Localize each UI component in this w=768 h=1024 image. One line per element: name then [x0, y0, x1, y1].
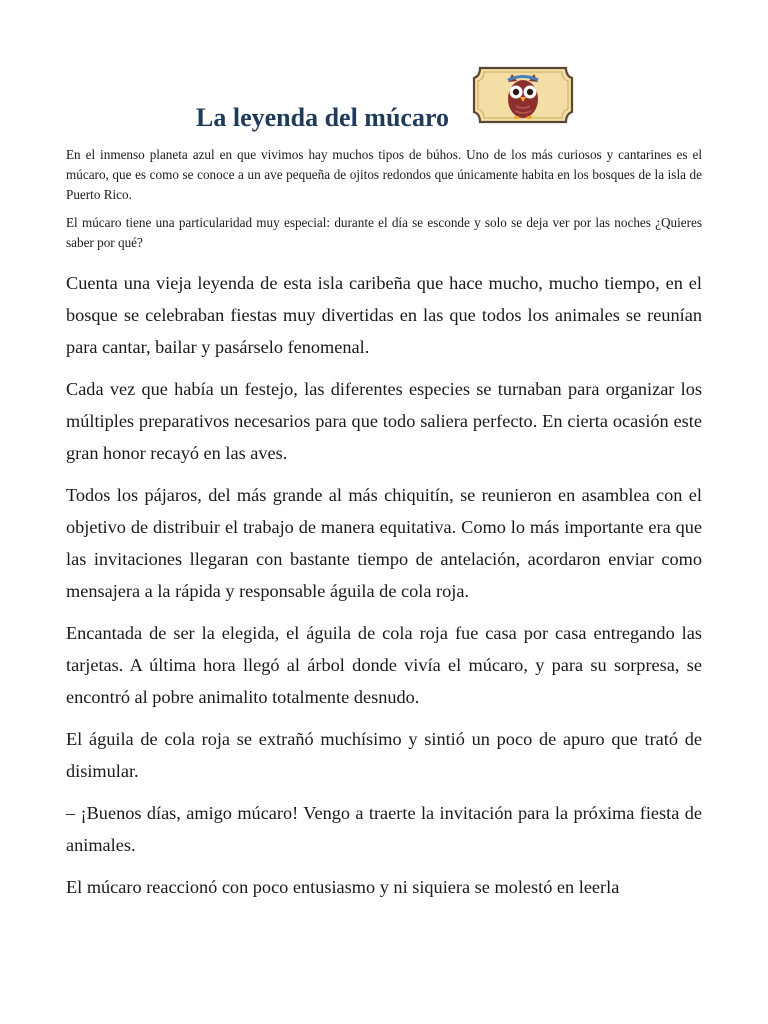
dialogue-paragraph: – ¡Buenos días, amigo múcaro! Vengo a traerte la invitación para la próxima fiesta de animales. — [66, 803, 702, 855]
intro-paragraph: En el inmenso planeta azul en que vivimos hay muchos tipos de búhos. Uno de los más curiosos y cantarines es el múcaro, que es como se conoce a un ave pequeña de ojitos redondos que únicamente habita en los bosques de la isla de Puerto Rico. — [66, 147, 702, 202]
story-paragraph: Cada vez que había un festejo, las diferentes especies se turnaban para organizar los múltiples preparativos necesarios para que todo saliera perfecto. En cierta ocasión este gran honor recayó en las aves. — [66, 379, 702, 463]
intro-paragraph: El múcaro tiene una particularidad muy especial: durante el día se esconde y solo se deja ver por las noches ¿Quieres saber por qué? — [66, 215, 702, 250]
owl-icon — [470, 64, 576, 126]
story-paragraph: El águila de cola roja se extrañó muchísimo y sintió un poco de apuro que trató de disimular. — [66, 729, 702, 781]
story-paragraph: Todos los pájaros, del más grande al más chiquitín, se reunieron en asamblea con el objetivo de distribuir el trabajo de manera equitativa. Como lo más importante era que las invitaciones llegaran con bastante tiempo de antelación, acordaron enviar como mensajera a la rápida y responsable águila de cola roja. — [66, 485, 702, 601]
story-paragraph: El múcaro reaccionó con poco entusiasmo y ni siquiera se molestó en leerla — [66, 877, 620, 897]
story-paragraph: Encantada de ser la elegida, el águila de cola roja fue casa por casa entregando las tarjetas. A última hora llegó al árbol donde vivía el múcaro, y para su sorpresa, se encontró al pobre animalito totalmente desnudo. — [66, 623, 702, 707]
story-paragraph: Cuenta una vieja leyenda de esta isla caribeña que hace mucho, mucho tiempo, en el bosque se celebraban fiestas muy divertidas en las que todos los animales se reunían para cantar, bailar y pasárselo fenomenal. — [66, 273, 702, 357]
title-row — [196, 98, 449, 138]
document-body — [66, 145, 702, 913]
page-title: La leyenda del múcaro — [196, 103, 450, 132]
